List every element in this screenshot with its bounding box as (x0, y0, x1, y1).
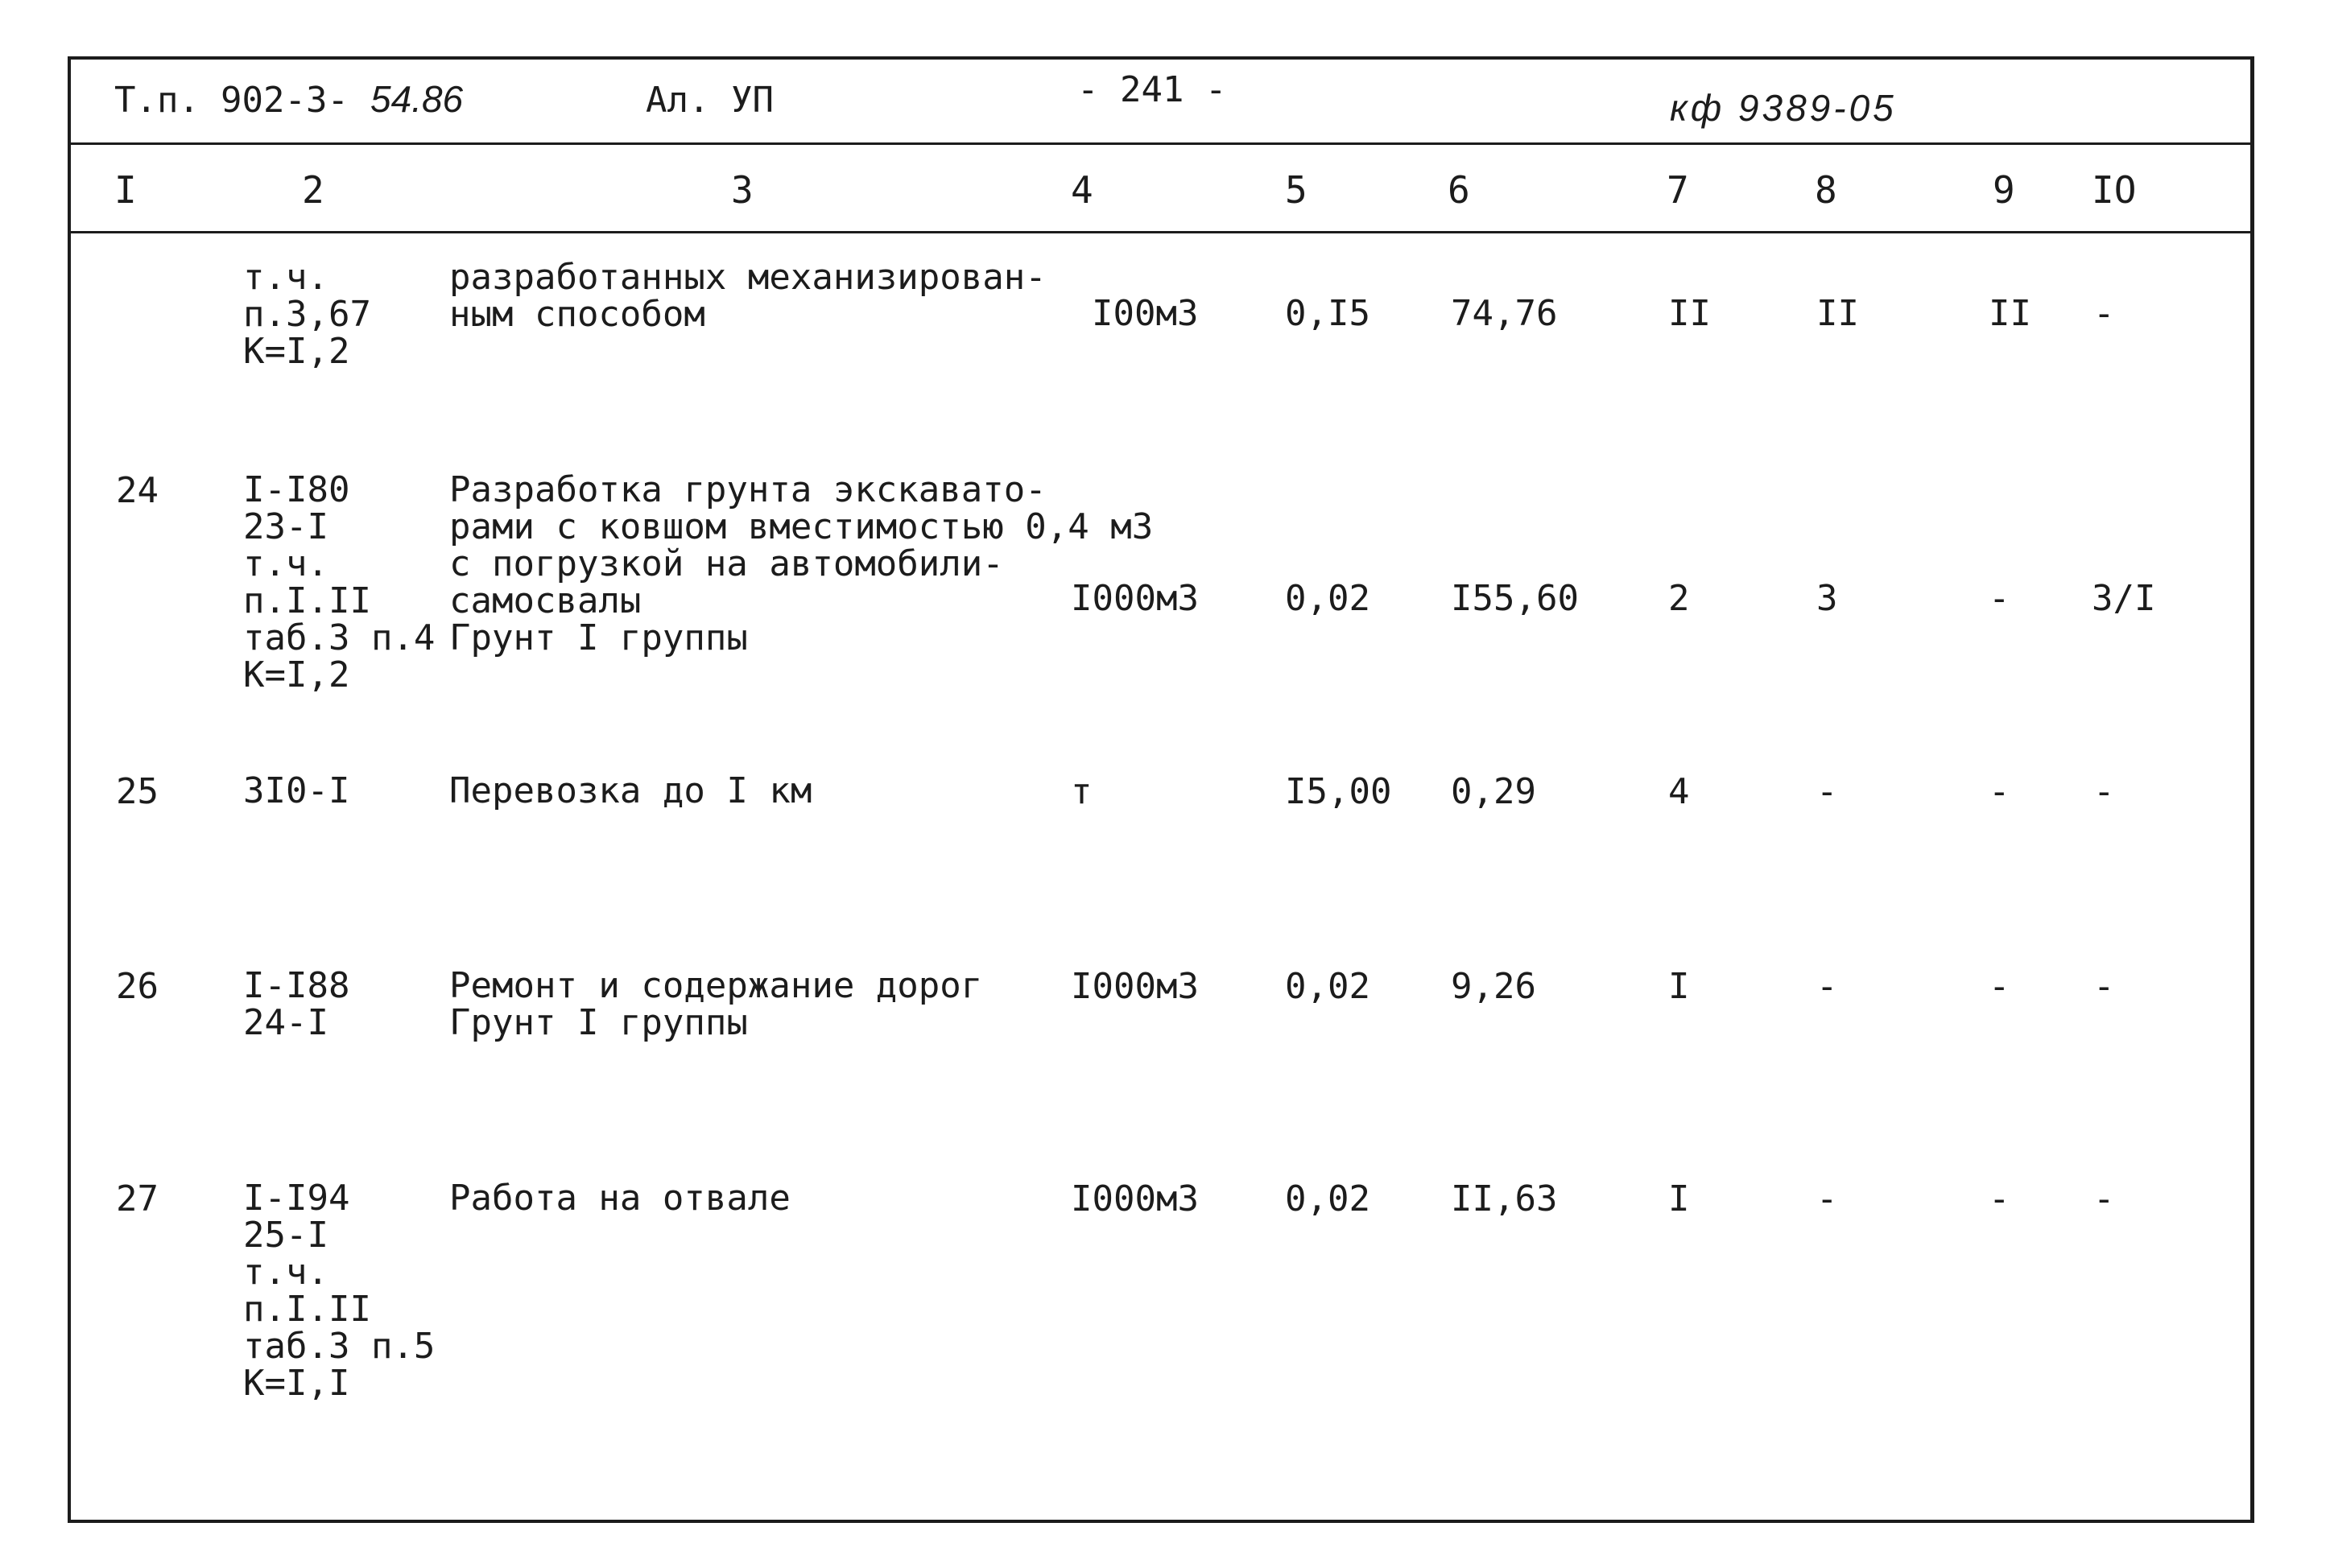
document-code: кф 9389-05 (1670, 87, 1897, 129)
row-quantity: 0,02 (1285, 1178, 1370, 1219)
row-col7: 4 (1668, 771, 1690, 812)
series-number-handwritten: 54.86 (370, 78, 464, 120)
column-number-2: 2 (302, 168, 324, 212)
row-col6: 74,76 (1451, 293, 1558, 334)
row-col9: II (1989, 293, 2031, 334)
series-label: Т.п. (114, 80, 200, 121)
row-col9: - (1989, 578, 2010, 619)
row-col6: I55,60 (1451, 578, 1579, 619)
row-basis: 3I0-I (243, 770, 350, 811)
row-col9: - (1989, 966, 2010, 1007)
row-col9: - (1989, 1178, 2010, 1219)
row-quantity: 0,02 (1285, 578, 1370, 619)
row-basis: I-I80 23-I т.ч. п.I.II таб.3 п.4 К=I,2 (243, 469, 436, 695)
row-col10: - (2093, 1178, 2115, 1219)
row-col6: 0,29 (1451, 771, 1536, 812)
row-col6: II,63 (1451, 1178, 1558, 1219)
row-description: разработанных механизирован- ным способом (449, 257, 1047, 335)
row-col10: - (2093, 771, 2115, 812)
row-unit: I000м3 (1071, 578, 1199, 619)
row-unit: I000м3 (1071, 1178, 1199, 1219)
column-number-8: 8 (1815, 168, 1837, 212)
row-col7: I (1668, 1178, 1690, 1219)
row-unit: т (1071, 771, 1093, 812)
row-quantity: 0,I5 (1285, 293, 1370, 334)
row-col8: II (1816, 293, 1859, 334)
row-col8: - (1816, 1178, 1838, 1219)
row-basis: I-I88 24-I (243, 965, 350, 1043)
row-col10: - (2093, 293, 2115, 334)
row-col9: - (1989, 771, 2010, 812)
row-col7: I (1668, 966, 1690, 1007)
row-col8: 3 (1816, 578, 1838, 619)
column-number-6: 6 (1448, 168, 1470, 212)
row-unit: I00м3 (1092, 293, 1199, 334)
row-basis: т.ч. п.3,67 К=I,2 (243, 257, 371, 372)
column-number-5: 5 (1285, 168, 1308, 212)
column-number-7: 7 (1667, 168, 1689, 212)
album-label: Ал. УП (646, 80, 774, 121)
row-quantity: 0,02 (1285, 966, 1370, 1007)
row-col7: II (1668, 293, 1711, 334)
row-number: 24 (116, 470, 159, 511)
row-basis: I-I94 25-I т.ч. п.I.II таб.3 п.5 К=I,I (243, 1178, 436, 1404)
row-col6: 9,26 (1451, 966, 1536, 1007)
column-number-3: 3 (731, 168, 754, 212)
row-number: 27 (116, 1178, 159, 1219)
row-number: 26 (116, 966, 159, 1007)
column-number-10: IO (2092, 168, 2137, 212)
row-description: Перевозка до I км (449, 770, 812, 811)
row-col7: 2 (1668, 578, 1690, 619)
row-col8: - (1816, 966, 1838, 1007)
header-divider (71, 142, 2250, 145)
row-quantity: I5,00 (1285, 771, 1392, 812)
column-number-1: I (114, 168, 137, 212)
column-number-9: 9 (1993, 168, 2015, 212)
column-header-divider (71, 231, 2250, 233)
page-number: - 241 - (1077, 69, 1227, 110)
row-description: Работа на отвале (449, 1178, 791, 1219)
row-col8: - (1816, 771, 1838, 812)
row-unit: I000м3 (1071, 966, 1199, 1007)
row-col10: 3/I (2092, 578, 2156, 619)
row-number: 25 (116, 771, 159, 812)
column-number-4: 4 (1071, 168, 1093, 212)
row-description: Разработка грунта экскавато- рами с ковшом вместимостью 0,4 м3 с погрузкой на автомобили- самосвалы Грунт I группы (449, 469, 1154, 658)
row-col10: - (2093, 966, 2115, 1007)
row-description: Ремонт и содержание дорог Грунт I группы (449, 965, 983, 1043)
series-number: 902-3- (221, 80, 349, 121)
